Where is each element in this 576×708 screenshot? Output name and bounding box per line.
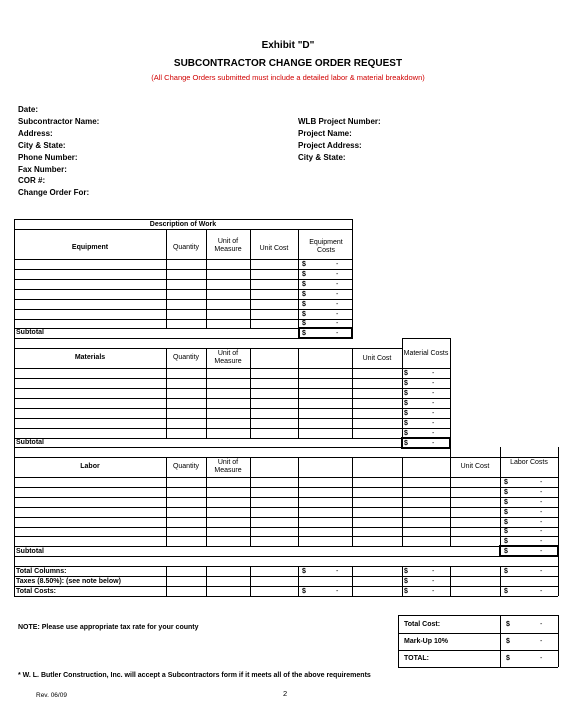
dash: - [336, 261, 339, 268]
dash: - [432, 440, 435, 447]
currency-sign: $ [504, 528, 508, 535]
dash: - [336, 281, 339, 288]
dash: - [432, 568, 435, 575]
document-subtitle: (All Change Orders submitted must include a detailed labor & material breakdown) [151, 73, 425, 82]
materials-quantity-header: Quantity [172, 354, 200, 361]
currency-sign: $ [504, 588, 508, 595]
page-number: 2 [283, 689, 288, 698]
currency-sign: $ [506, 621, 510, 628]
currency-sign: $ [404, 440, 408, 447]
currency-sign: $ [504, 519, 508, 526]
dash: - [540, 499, 543, 506]
currency-sign: $ [302, 311, 306, 318]
dash: - [336, 330, 339, 337]
materials-costs-header: Material Costs [403, 350, 449, 357]
currency-sign: $ [404, 420, 408, 427]
equipment-quantity-header: Quantity [172, 244, 200, 251]
exhibit-label: Exhibit "D" [261, 40, 315, 51]
currency-sign: $ [504, 479, 508, 486]
dash: - [432, 420, 435, 427]
summary-markup-label: Mark-Up 10% [404, 638, 448, 645]
info-subcontractor-name: Subcontractor Name: [18, 117, 100, 126]
dash: - [540, 489, 543, 496]
currency-sign: $ [504, 548, 508, 555]
currency-sign: $ [302, 301, 306, 308]
info-cor: COR #: [18, 176, 46, 185]
labor-subtotal-box [499, 545, 559, 557]
taxes-label: Taxes (8.50%): (see note below) [16, 578, 121, 585]
currency-sign: $ [302, 291, 306, 298]
labor-header: Labor [80, 463, 100, 470]
materials-subtotal-box [401, 437, 451, 449]
info-address: Address: [18, 129, 53, 138]
dash: - [336, 301, 339, 308]
currency-sign: $ [404, 568, 408, 575]
info-date: Date: [18, 105, 39, 114]
dash: - [432, 380, 435, 387]
currency-sign: $ [302, 271, 306, 278]
dash: - [432, 390, 435, 397]
currency-sign: $ [302, 281, 306, 288]
currency-sign: $ [404, 588, 408, 595]
info-change-order-for: Change Order For: [18, 188, 90, 197]
tax-note: NOTE: Please use appropriate tax rate for your county [18, 624, 199, 631]
currency-sign: $ [302, 320, 306, 327]
materials-unit-of-measure-header: Unit of Measure [214, 350, 242, 365]
dash: - [540, 538, 543, 545]
materials-unit-cost-header: Unit Cost [362, 355, 392, 362]
dash: - [336, 588, 339, 595]
materials-subtotal-label: Subtotal [16, 439, 44, 446]
equipment-subtotal-label: Subtotal [16, 329, 44, 336]
labor-unit-of-measure-header: Unit of Measure [214, 459, 242, 474]
labor-subtotal-label: Subtotal [16, 548, 44, 555]
dash: - [540, 479, 543, 486]
equipment-header: Equipment [71, 244, 109, 251]
currency-sign: $ [302, 588, 306, 595]
total-columns-label: Total Columns: [16, 568, 67, 575]
currency-sign: $ [504, 568, 508, 575]
dash: - [540, 519, 543, 526]
labor-unit-cost-header: Unit Cost [460, 463, 490, 470]
total-costs-label: Total Costs: [16, 588, 56, 595]
info-wlb-project-number: WLB Project Number: [298, 117, 381, 126]
dash: - [432, 578, 435, 585]
dash: - [336, 291, 339, 298]
dash: - [336, 568, 339, 575]
currency-sign: $ [404, 400, 408, 407]
currency-sign: $ [302, 261, 306, 268]
currency-sign: $ [404, 390, 408, 397]
description-of-work-header: Description of Work [149, 221, 217, 228]
currency-sign: $ [404, 370, 408, 377]
dash: - [540, 621, 543, 628]
dash: - [336, 320, 339, 327]
dash: - [540, 655, 543, 662]
summary-total-cost-label: Total Cost: [404, 621, 441, 628]
labor-quantity-header: Quantity [172, 463, 200, 470]
dash: - [432, 430, 435, 437]
materials-header: Materials [74, 354, 106, 361]
info-project-city-state: City & State: [298, 153, 346, 162]
currency-sign: $ [404, 430, 408, 437]
equipment-subtotal-box [298, 327, 353, 339]
currency-sign: $ [404, 410, 408, 417]
currency-sign: $ [504, 499, 508, 506]
dash: - [540, 568, 543, 575]
dash: - [540, 588, 543, 595]
info-phone: Phone Number: [18, 153, 78, 162]
revision-label: Rev. 06/09 [36, 692, 67, 699]
footer-disclaimer: * W. L. Butler Construction, Inc. will accept a Subcontractors form if it meets all of the above requirements [18, 672, 371, 679]
summary-total-label: TOTAL: [404, 655, 430, 662]
currency-sign: $ [302, 330, 306, 337]
equipment-unit-cost-header: Unit Cost [259, 245, 289, 252]
currency-sign: $ [506, 638, 510, 645]
currency-sign: $ [504, 509, 508, 516]
dash: - [432, 410, 435, 417]
dash: - [432, 588, 435, 595]
info-project-address: Project Address: [298, 141, 362, 150]
equipment-costs-header: Equipment Costs [309, 239, 343, 254]
dash: - [540, 528, 543, 535]
info-fax: Fax Number: [18, 165, 67, 174]
dash: - [540, 638, 543, 645]
info-project-name: Project Name: [298, 129, 352, 138]
currency-sign: $ [504, 489, 508, 496]
dash: - [336, 271, 339, 278]
dash: - [336, 311, 339, 318]
dash: - [432, 370, 435, 377]
info-city-state: City & State: [18, 141, 66, 150]
dash: - [432, 400, 435, 407]
labor-costs-header: Labor Costs [510, 459, 548, 466]
document-title: SUBCONTRACTOR CHANGE ORDER REQUEST [173, 58, 403, 69]
currency-sign: $ [506, 655, 510, 662]
currency-sign: $ [404, 578, 408, 585]
currency-sign: $ [302, 568, 306, 575]
equipment-unit-of-measure-header: Unit of Measure [214, 238, 242, 253]
dash: - [540, 548, 543, 555]
currency-sign: $ [504, 538, 508, 545]
currency-sign: $ [404, 380, 408, 387]
dash: - [540, 509, 543, 516]
